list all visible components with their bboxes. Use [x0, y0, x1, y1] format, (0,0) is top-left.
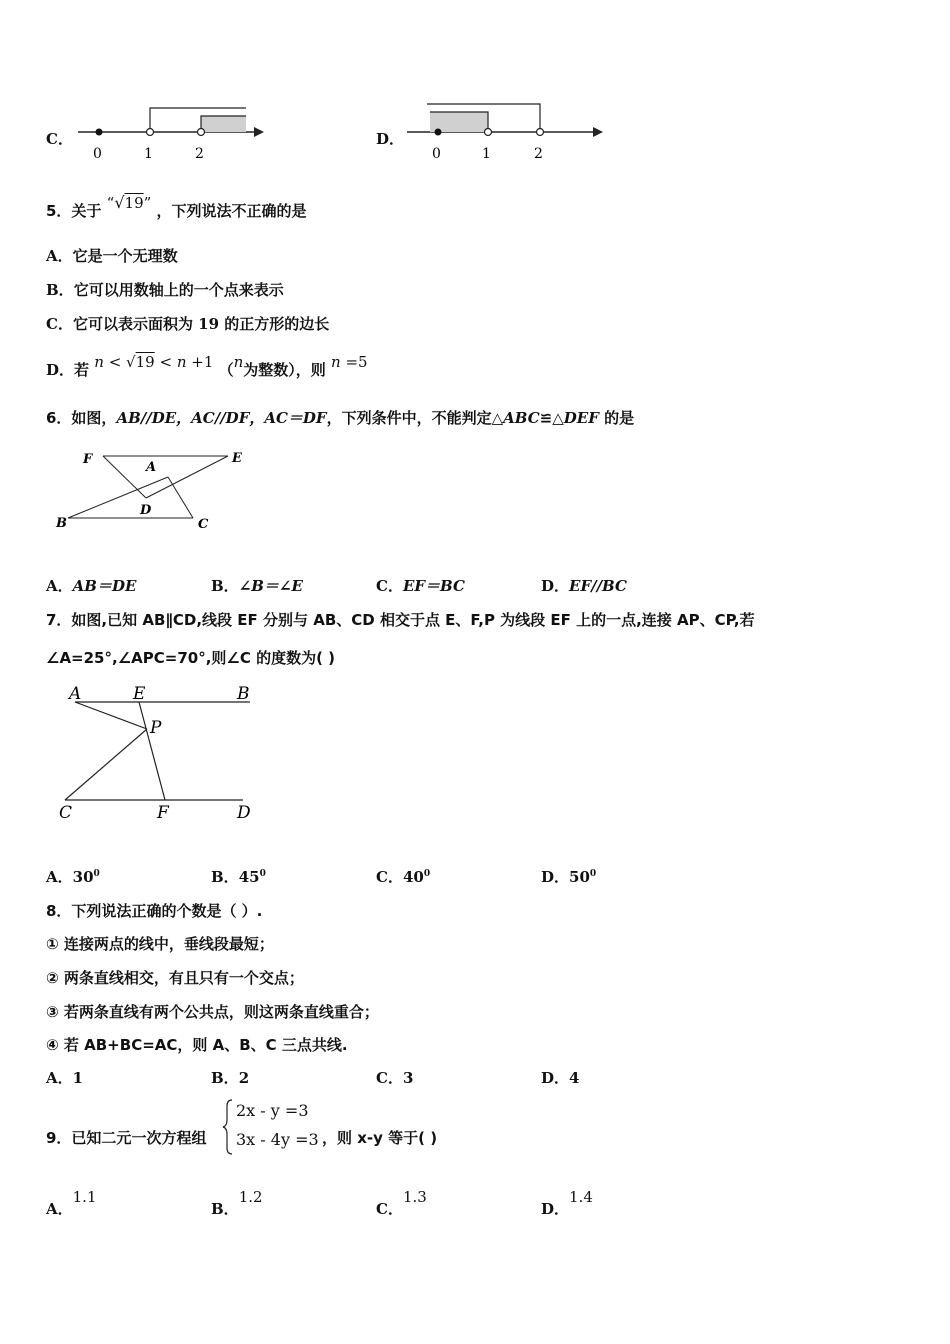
- var-n: n: [94, 353, 104, 371]
- option-label: C．: [376, 868, 403, 886]
- q6-option-c: [376, 575, 465, 596]
- q4-option-c-label: C．: [46, 130, 73, 148]
- q5-option-d: [46, 353, 368, 380]
- option-label: A．: [46, 1200, 73, 1218]
- option-text: AB＝DE: [72, 577, 137, 595]
- var-n: n: [233, 353, 244, 371]
- var-n: n: [331, 353, 341, 371]
- q6-cong: ≌△: [539, 409, 564, 427]
- q8-option-b: [211, 1067, 249, 1088]
- q5-stem-prefix: 5．关于: [46, 202, 102, 220]
- option-label: A．: [46, 1069, 73, 1087]
- q6-stem-mid: ，下列条件中，不能判定△: [326, 409, 504, 427]
- option-text: EF//BC: [569, 577, 627, 595]
- tick-label: 1: [144, 146, 153, 162]
- q5-stem: [46, 193, 307, 221]
- option-text: 1.3: [402, 1188, 427, 1206]
- radicand: 19: [135, 353, 155, 371]
- q9-stem-suffix: ，则 x-y 等于( ): [322, 1129, 438, 1147]
- q6-tri2: DEF: [563, 409, 599, 427]
- q6-stem-prefix: 6．如图，: [46, 409, 117, 427]
- sqrt-symbol: √: [114, 193, 125, 212]
- q6-option-b: [211, 575, 303, 596]
- option-label: B．: [211, 868, 239, 886]
- q6-option-a: [46, 575, 136, 596]
- q7-parallel-lines-figure: [55, 680, 270, 830]
- option-value: 30: [72, 868, 94, 886]
- point-label: A: [146, 460, 157, 475]
- point-label: B: [237, 684, 250, 704]
- q6-stem-suffix: 的是: [598, 409, 635, 427]
- q9-brace: [222, 1098, 234, 1156]
- point-label: A: [69, 684, 82, 704]
- q6-option-d: [541, 575, 627, 596]
- point-label: D: [140, 503, 152, 518]
- q5-close-quote: ”: [143, 194, 152, 212]
- point-label: D: [237, 803, 251, 823]
- option-text: 1: [72, 1069, 84, 1087]
- tick-label: 0: [432, 146, 441, 162]
- option-label: C．: [46, 315, 73, 333]
- paren-open: （: [218, 361, 234, 379]
- q7-option-d: [541, 866, 596, 887]
- q4-option-c-number-line: [76, 96, 276, 166]
- q7-stem-line2: ∠A=25°,∠APC=70°,则∠C 的度数为( ): [46, 649, 336, 667]
- q9-option-a: [46, 1188, 97, 1219]
- option-text: 它可以表示面积为 19 的正方形的边长: [72, 315, 330, 333]
- option-text: 若: [74, 361, 90, 379]
- option-text: 它可以用数轴上的一个点来表示: [73, 281, 284, 299]
- q9-equation-1: 2x - y =3: [236, 1101, 309, 1120]
- q9-stem-prefix: 9．已知二元一次方程组: [46, 1129, 207, 1147]
- option-text: 3: [402, 1069, 414, 1087]
- option-value: 40: [402, 868, 424, 886]
- option-label: D．: [541, 1200, 570, 1218]
- option-label: A．: [46, 247, 73, 265]
- option-label: B．: [211, 1200, 239, 1218]
- q5-open-quote: “: [106, 194, 115, 212]
- point-label: F: [157, 803, 169, 823]
- q7-option-b: [211, 866, 266, 887]
- option-sup: 0: [93, 869, 100, 879]
- q8-stem: 8．下列说法正确的个数是（ ）.: [46, 902, 263, 920]
- option-label: D．: [46, 361, 75, 379]
- option-text: EF＝BC: [402, 577, 465, 595]
- option-text: 它是一个无理数: [72, 247, 178, 265]
- q6-stem: [46, 407, 634, 428]
- tick-label: 0: [93, 146, 102, 162]
- option-sup: 0: [259, 869, 266, 879]
- option-value: 45: [238, 868, 260, 886]
- q4-option-d-number-line: [405, 96, 615, 166]
- q7-option-c: [376, 866, 430, 887]
- tick-label: 2: [195, 146, 204, 162]
- q5-option-b: [46, 279, 284, 300]
- point-label: B: [56, 516, 67, 531]
- option-text: 2: [238, 1069, 250, 1087]
- q8-statement: ② 两条直线相交，有且只有一个交点；: [46, 969, 304, 987]
- q7-option-a: [46, 866, 100, 887]
- q8-statement: ① 连接两点的线中，垂线段最短；: [46, 935, 274, 953]
- q6-tri1: ABC: [503, 409, 540, 427]
- option-value: 50: [569, 868, 590, 886]
- q9-option-b: [211, 1188, 263, 1219]
- option-label: D．: [541, 1069, 570, 1087]
- plus-one: +1: [186, 353, 214, 371]
- q8-statement: ③ 若两条直线有两个公共点，则这两条直线重合；: [46, 1003, 379, 1021]
- option-label: B．: [211, 1069, 239, 1087]
- equals-five: =5: [340, 353, 368, 371]
- q5-radicand: 19: [124, 194, 144, 212]
- q9-equation-2: 3x - 4y =3: [236, 1130, 319, 1149]
- q6-triangle-figure: [50, 440, 260, 540]
- less-than: <: [154, 353, 177, 371]
- option-label: B．: [211, 577, 239, 595]
- point-label: F: [83, 452, 93, 467]
- point-label: C: [59, 803, 73, 823]
- point-label: P: [150, 718, 162, 738]
- q5-stem-suffix: ，下列说法不正确的是: [156, 202, 307, 220]
- option-label: D．: [541, 577, 570, 595]
- q8-statement: ④ 若 AB+BC=AC，则 A、B、C 三点共线.: [46, 1036, 348, 1054]
- point-label: E: [133, 684, 146, 704]
- option-text: ∠B＝∠E: [238, 577, 303, 595]
- option-text: 1.2: [238, 1188, 263, 1206]
- option-label: C．: [376, 577, 403, 595]
- option-label: A．: [46, 868, 73, 886]
- q9-option-d: [541, 1188, 593, 1219]
- q5-option-a: [46, 245, 178, 266]
- option-label: D．: [541, 868, 570, 886]
- option-text: 1.4: [569, 1188, 593, 1206]
- option-label: A．: [46, 577, 73, 595]
- q4-option-d-label: D．: [376, 130, 405, 148]
- option-sup: 0: [423, 869, 431, 879]
- q6-given: AB//DE，AC//DF，AC＝DF: [116, 409, 327, 427]
- integer-text: 为整数），则: [243, 361, 326, 379]
- less-than: <: [103, 353, 127, 371]
- q7-stem-line1: 7．如图,已知 AB∥CD,线段 EF 分别与 AB、CD 相交于点 E、F,P 为线段 EF 上的一点,连接 AP、CP,若: [46, 611, 755, 629]
- option-sup: 0: [589, 869, 597, 879]
- q8-option-a: [46, 1067, 83, 1088]
- q5-option-c: [46, 313, 329, 334]
- q9-option-c: [376, 1188, 427, 1219]
- q8-option-d: [541, 1067, 579, 1088]
- point-label: C: [198, 517, 209, 532]
- q8-option-c: [376, 1067, 413, 1088]
- option-label: B．: [46, 281, 74, 299]
- point-label: E: [232, 451, 242, 466]
- var-n: n: [176, 353, 187, 371]
- sqrt-symbol: √: [126, 353, 136, 371]
- tick-label: 1: [482, 146, 491, 162]
- tick-label: 2: [534, 146, 543, 162]
- option-label: C．: [376, 1200, 403, 1218]
- option-text: 4: [569, 1069, 580, 1087]
- option-text: 1.1: [72, 1188, 97, 1206]
- option-label: C．: [376, 1069, 403, 1087]
